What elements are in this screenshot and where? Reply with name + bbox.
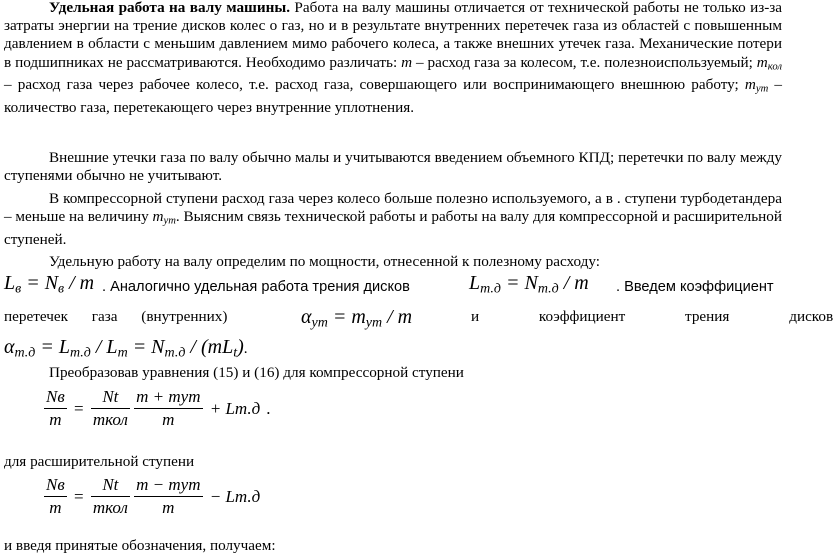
symbol-m-kol: $m_{кол}$ — [756, 53, 782, 73]
text-fragment: и введя принятые обозначения, получаем: — [4, 537, 276, 554]
formula-friction-coefficient: $\alpha_{т.д} = L_{т.д} / L_т = N_{т.д} / (mL_t)$ — [4, 336, 244, 361]
paragraph-specific-work — [4, 253, 782, 271]
text-fragment: . Выясним связь технической работы и работы на валу для компрессорной и расширительной ступеней. — [4, 208, 782, 249]
fraction-a: $\frac{Nt}{\text{mкол}}$ — [92, 387, 128, 429]
text-fragment: перетечек газа (внутренних) — [4, 308, 228, 325]
formula-disk-friction: $L_{т.д} = N_{т.д} / m$ — [469, 272, 589, 297]
symbol-m-ut: $m_{ут}$ — [152, 208, 176, 227]
paragraph-shaft-work — [4, 0, 782, 118]
fraction-b: $\frac{\text{m + mут}}{m}$ — [136, 387, 201, 429]
symbol-m-ut: $m_{ут}$ — [744, 76, 769, 96]
text-fragment: В компрессорной ступени расход газа через колесо больше полезно используемого, а в . ступени турбодетандера – меньше на величину — [4, 190, 782, 226]
equation-expansion: $\frac{Nв}{m}$ = $\frac{Nt}{\text{mкол}}$ $\frac{\text{m − mут}}{m}$ − Lт.д — [44, 474, 263, 519]
text-fragment: Удельную работу на валу определим по мощности, отнесенной к полезному расходу: — [49, 253, 601, 270]
fraction-lhs: $\frac{Nв}{m}$ — [46, 387, 65, 429]
text-fragment: Работа на валу машины отличается от технической работы не только из-за затраты энергии на трение дисков колес о газ, но и в результате внутренних перетечек газа из областей с повышенным давлением в области с меньшим давлением мимо рабочего колеса, а также внешних утечек газа. Механические потери в подшипниках не рассматриваются. Необходимо различать: — [4, 0, 782, 71]
text-fragment: . Введем коэффициент — [616, 279, 774, 295]
fraction-lhs: $\frac{Nв}{m}$ — [46, 475, 65, 517]
text-fragment: для расширительной ступени — [4, 453, 195, 470]
equation-line-3 — [4, 336, 248, 362]
text-fragment: . Аналогично удельная работа трения дисков — [102, 279, 410, 295]
symbol-m: m — [401, 53, 413, 71]
text-fragment: – количество газа, перетекающего через внутренние уплотнения. — [4, 76, 782, 117]
text-fragment: и коэффициент трения дисков — [471, 308, 833, 325]
text-fragment: . — [243, 340, 248, 357]
fraction-b: $\frac{\text{m − mут}}{m}$ — [136, 475, 201, 517]
paragraph-external-leaks — [4, 149, 782, 185]
text-fragment: – расход газа за колесом, т.е. полезноиспользуемый; — [412, 53, 757, 71]
text-fragment: Преобразовав уравнения (15) и (16) для компрессорной ступени — [49, 364, 464, 381]
section-lead: Удельная работа на валу машины. — [49, 0, 291, 16]
paragraph-expansion-stage — [4, 453, 194, 471]
text-fragment: . — [266, 398, 271, 418]
paragraph-conclusion — [4, 537, 276, 555]
text-fragment: – расход газа через рабочее колесо, т.е. расход газа, совершающего или воспринимающего внешнюю работу; — [4, 76, 745, 94]
paragraph-transform — [4, 364, 782, 382]
text-fragment: Внешние утечки газа по валу обычно малы и учитываются введением объемного КПД; перетечки по валу между ступенями обычно не учитывают. — [4, 149, 782, 185]
paragraph-compressor-stage — [4, 190, 782, 249]
formula-leak-coefficient: $\alpha_{ут} = m_{ут} / m$ — [301, 306, 413, 331]
formula-shaft-work: $L_в = N_в / m$ — [4, 272, 95, 297]
equation-tail: − Lт.д — [209, 486, 261, 506]
equation-tail: + Lт.д — [209, 398, 261, 418]
equation-compressor: $\frac{Nв}{m}$ = $\frac{Nt}{\text{mкол}}$ $\frac{\text{m + mут}}{m}$ + Lт.д . — [44, 386, 274, 431]
fraction-a: $\frac{Nt}{\text{mкол}}$ — [92, 475, 128, 517]
